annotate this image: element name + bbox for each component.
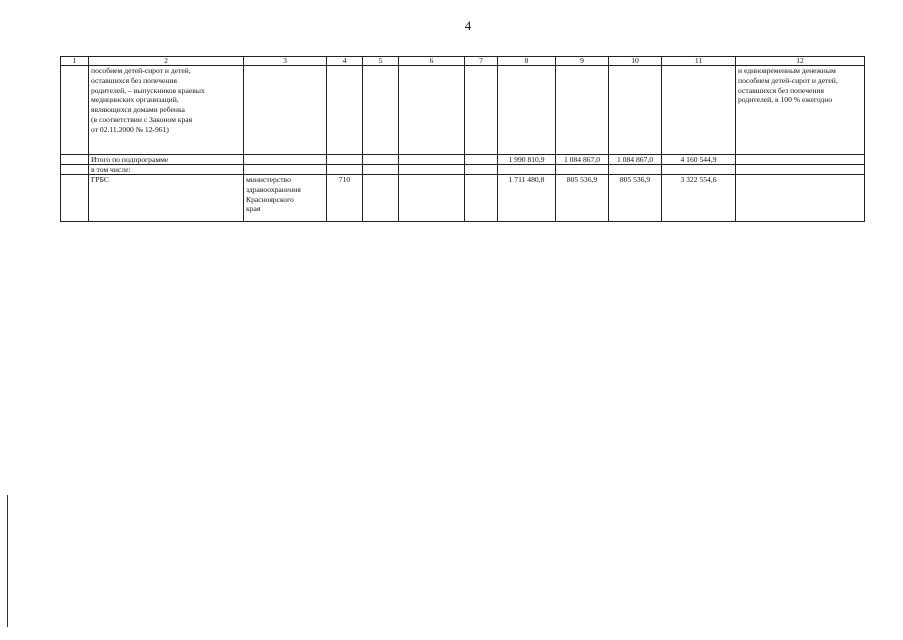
table-cell <box>662 66 736 155</box>
including-label: в том числе: <box>89 165 244 175</box>
table-cell <box>244 165 327 175</box>
table-cell <box>609 165 662 175</box>
text-line: здравоохранения <box>246 184 301 194</box>
grbs-code: 710 <box>327 175 363 222</box>
text-line: министерство <box>246 175 291 184</box>
text-line: пособием детей-сирот и детей, <box>738 75 838 85</box>
table-cell <box>399 175 465 222</box>
table-cell <box>61 155 89 165</box>
text-line: родителей, в 100 % ежегодно <box>738 95 833 105</box>
column-header: 12 <box>736 57 865 66</box>
column-header: 10 <box>609 57 662 66</box>
column-header: 11 <box>662 57 736 66</box>
text-line: от 02.11.2000 № 12-961) <box>91 124 169 134</box>
total-col10: 1 084 867,0 <box>609 155 662 165</box>
table-cell <box>736 155 865 165</box>
column-header: 1 <box>61 57 89 66</box>
text-line: края <box>246 204 261 214</box>
column-header: 2 <box>89 57 244 66</box>
text-line: пособием детей-сирот и детей, <box>91 66 191 75</box>
column-number-row <box>61 57 865 66</box>
measure-description-cell <box>89 66 244 155</box>
page-number: 4 <box>464 18 472 33</box>
table-cell <box>61 66 89 155</box>
table-cell <box>736 175 865 222</box>
total-label: Итого по подпрограмме <box>89 155 244 165</box>
table-cell <box>61 175 89 222</box>
subprogram-table <box>60 56 865 222</box>
text-line: и единовременным денежным <box>738 66 836 75</box>
total-col11: 4 160 544,9 <box>662 155 736 165</box>
text-line: оставшихся без попечения <box>91 75 178 85</box>
table-cell <box>327 66 363 155</box>
column-header: 6 <box>399 57 465 66</box>
table-cell <box>498 66 556 155</box>
table-cell <box>465 165 498 175</box>
table-cell <box>244 155 327 165</box>
table-cell <box>399 165 465 175</box>
table-cell <box>244 66 327 155</box>
grbs-col10: 805 536,9 <box>609 175 662 222</box>
table-cell <box>736 165 865 175</box>
expected-result-cell <box>736 66 865 155</box>
table-cell <box>465 155 498 165</box>
ministry-cell <box>244 175 327 222</box>
table-cell <box>498 165 556 175</box>
table-cell <box>327 155 363 165</box>
column-header: 7 <box>465 57 498 66</box>
text-line: оставшихся без попечения <box>738 85 825 95</box>
total-col8: 1 990 810,9 <box>498 155 556 165</box>
column-header: 8 <box>498 57 556 66</box>
text-line: являющихся домами ребенка <box>91 105 185 115</box>
table-cell <box>556 165 609 175</box>
table-cell <box>363 155 399 165</box>
grbs-col9: 805 536,9 <box>556 175 609 222</box>
table-row-total <box>61 155 865 165</box>
grbs-col8: 1 711 480,8 <box>498 175 556 222</box>
grbs-label: ГРБС <box>89 175 244 222</box>
table-cell <box>363 165 399 175</box>
text-line: родителей, – выпускников краевых <box>91 85 205 95</box>
column-header: 4 <box>327 57 363 66</box>
table-cell <box>609 66 662 155</box>
total-col9: 1 084 867,0 <box>556 155 609 165</box>
table-cell <box>399 66 465 155</box>
table-row-grbs <box>61 175 865 222</box>
table-cell <box>556 66 609 155</box>
table-row-including <box>61 165 865 175</box>
table-cell <box>363 66 399 155</box>
table-cell <box>61 165 89 175</box>
column-header: 3 <box>244 57 327 66</box>
scan-edge-line <box>7 495 8 627</box>
table-row-description <box>61 66 865 155</box>
table-cell <box>363 175 399 222</box>
table-cell <box>465 175 498 222</box>
table-cell <box>662 165 736 175</box>
grbs-col11: 3 322 554,6 <box>662 175 736 222</box>
text-line: Красноярского <box>246 194 294 204</box>
text-line: медицинских организаций, <box>91 95 179 105</box>
column-header: 9 <box>556 57 609 66</box>
text-line: (в соответствии с Законом края <box>91 114 193 124</box>
column-header: 5 <box>363 57 399 66</box>
table-cell <box>465 66 498 155</box>
table-cell <box>327 165 363 175</box>
table-cell <box>399 155 465 165</box>
